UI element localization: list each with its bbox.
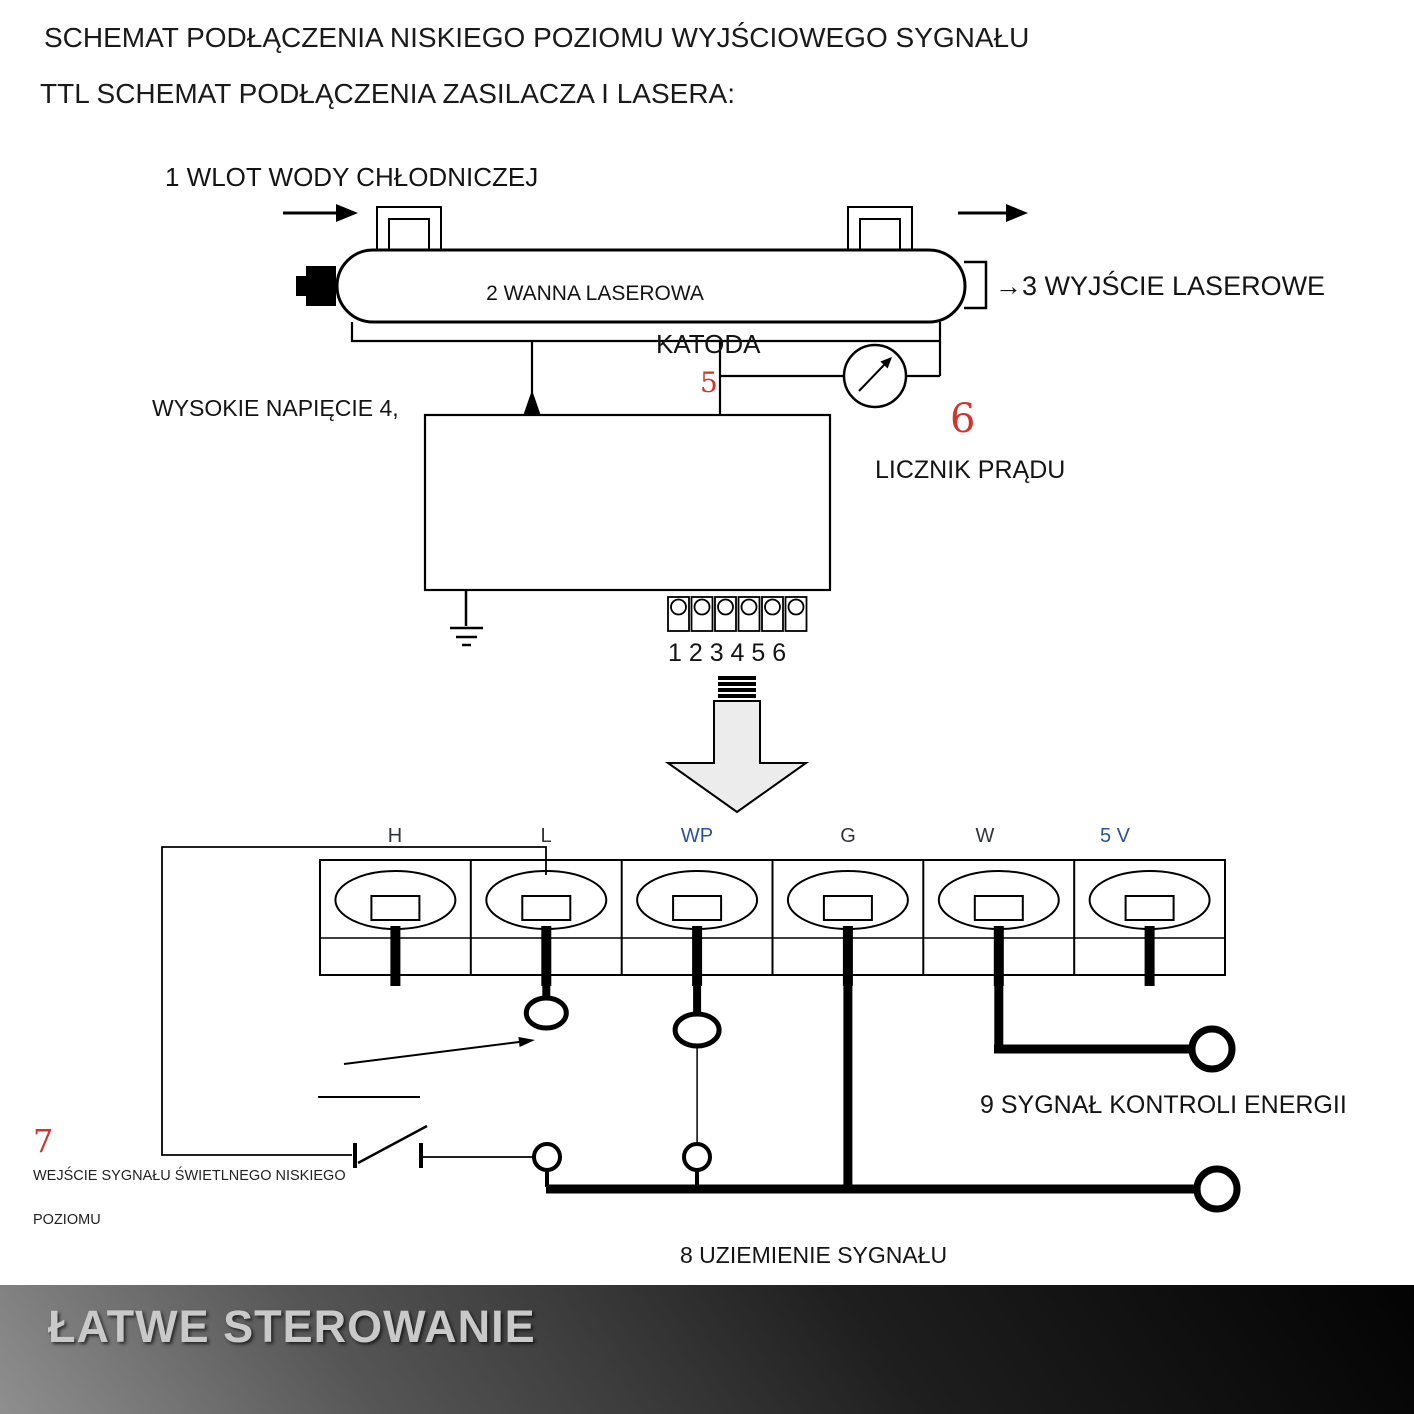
terminal-label-h: H <box>387 825 403 847</box>
terminal-label-g: G <box>840 825 856 847</box>
signal-input-label-line2: POZIOMU <box>33 1212 101 1228</box>
signal-input-label-line1: WEJŚCIE SYGNAŁU ŚWIETLNEGO NISKIEGO <box>33 1168 346 1184</box>
ammeter-number: 6 <box>950 396 976 442</box>
ammeter-label: LICZNIK PRĄDU <box>875 456 1066 484</box>
switch-icon <box>318 1097 427 1168</box>
footer-caption: ŁATWE STEROWANIE <box>48 1301 536 1352</box>
signal-input-number: 7 <box>33 1122 54 1160</box>
terminal-label-w: W <box>975 825 995 847</box>
terminal-label-5v: 5 V <box>1099 825 1131 847</box>
control-terminal-strip <box>320 860 1225 986</box>
pointer-arrow-icon <box>344 1037 535 1064</box>
l-terminal-wire <box>526 984 566 1028</box>
footer-banner <box>0 1285 1414 1414</box>
page-title-line2: TTL SCHEMAT PODŁĄCZENIA ZASILACZA I LASERA: <box>40 78 735 109</box>
cathode-number: 5 <box>700 366 718 399</box>
water-outlet-arrow-icon <box>958 204 1028 222</box>
laser-output-label: →3 WYJŚCIE LASEROWE <box>995 271 1326 301</box>
terminal-label-l: L <box>540 825 552 847</box>
page-title-line1: SCHEMAT PODŁĄCZENIA NISKIEGO POZIOMU WYJŚCIOWEGO SYGNAŁU <box>44 22 1030 53</box>
signal-ground-label: 8 UZIEMIENIE SYGNAŁU <box>680 1242 948 1268</box>
cooling-pipe-left <box>377 207 441 250</box>
connector-stack-icon <box>718 678 756 696</box>
ammeter-icon <box>844 345 906 407</box>
down-arrow-icon <box>668 701 806 812</box>
ground-symbol-icon <box>450 590 483 645</box>
energy-control-label: 9 SYGNAŁ KONTROLI ENERGII <box>980 1091 1347 1119</box>
water-inlet-arrow-icon <box>283 204 358 222</box>
laser-tube-label: 2 WANNA LASEROWA <box>486 282 704 305</box>
water-inlet-label: 1 WLOT WODY CHŁODNICZEJ <box>165 162 539 192</box>
power-supply-box <box>425 390 830 590</box>
psu-terminal-block <box>668 597 807 631</box>
high-voltage-label: WYSOKIE NAPIĘCIE 4, <box>152 395 399 421</box>
cathode-label: KATODA <box>656 329 761 359</box>
wp-terminal-wire <box>675 984 719 1144</box>
cooling-pipe-right <box>848 207 912 250</box>
psu-terminal-numbers: 1 2 3 4 5 6 <box>668 639 787 667</box>
terminal-label-wp: WP <box>680 825 714 847</box>
